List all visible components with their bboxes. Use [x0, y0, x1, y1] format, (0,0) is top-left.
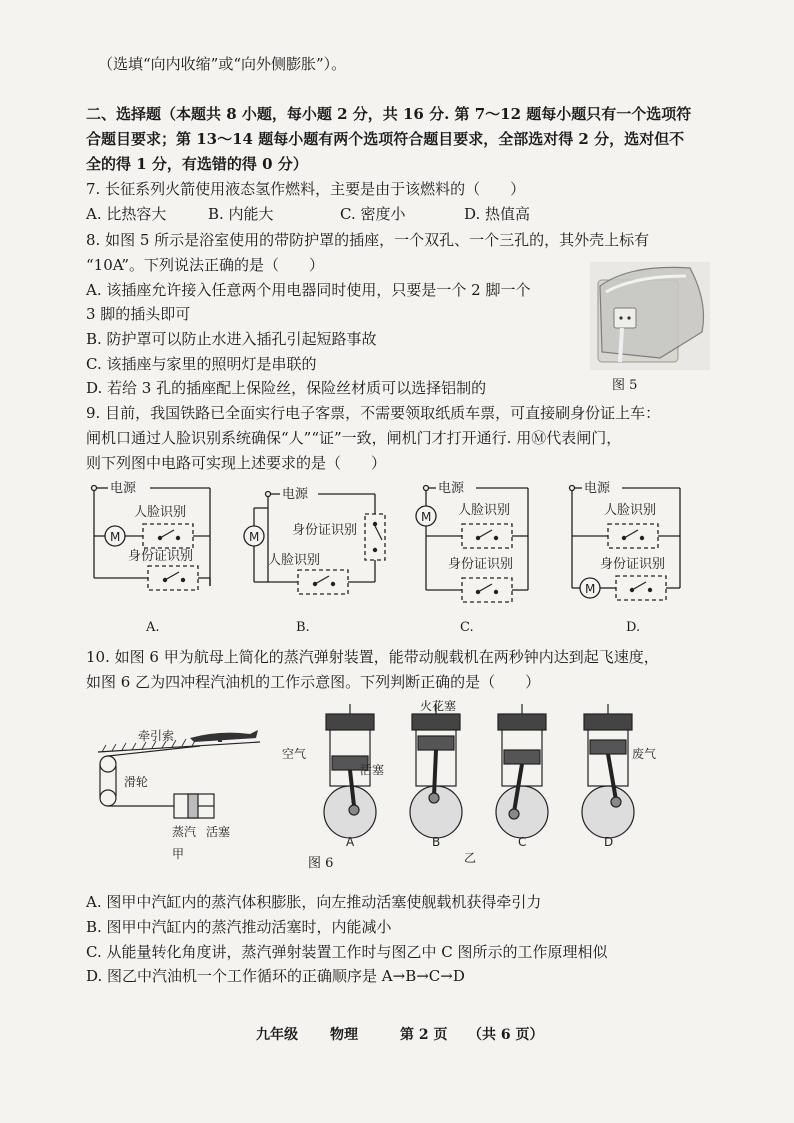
engine-stroke-d — [582, 704, 634, 838]
circuit-d-switch1-label: 人脸识别 — [604, 503, 657, 518]
circuit-b-label: B. — [296, 620, 310, 635]
circuit-c-switch2-label: 身份证识别 — [448, 557, 514, 572]
circuit-a-motor-icon: M — [110, 530, 121, 544]
circuit-c-switch1-label: 人脸识别 — [458, 503, 511, 518]
circuit-b-switch1-label: 身份证识别 — [292, 523, 358, 538]
catapult-steam-label: 蒸汽 — [172, 825, 197, 839]
engine-stroke-c-label: C — [518, 835, 527, 849]
figure-5-caption: 图 5 — [612, 378, 638, 393]
figure-6-yi-label: 乙 — [464, 851, 477, 865]
circuit-d-diagram — [560, 478, 710, 603]
circuit-b-motor-icon: M — [249, 530, 260, 544]
q10-stem-line1: 10. 如图 6 甲为航母上简化的蒸汽弹射装置，能带动舰载机在两秒钟内达到起飞速度， — [86, 648, 659, 666]
q7-option-b: B. 内能大 — [208, 205, 274, 223]
q8-stem-line2: “10A”。下列说法正确的是（ ） — [86, 256, 325, 274]
circuit-c-diagram — [404, 478, 544, 603]
q7-option-c: C. 密度小 — [340, 205, 406, 223]
section-heading-line2: 合题目要求；第 13～14 题每小题有两个选项符合题目要求，全部选对得 2 分，选对但不 — [86, 130, 685, 148]
q10-option-a: A. 图甲中汽缸内的蒸汽体积膨胀，向左推动活塞使舰载机获得牵引力 — [86, 893, 542, 911]
catapult-pulley-label: 滑轮 — [124, 775, 149, 789]
figure-6-caption: 图 6 — [308, 856, 334, 871]
circuit-d-motor-icon: M — [585, 582, 596, 596]
q10-option-c: C. 从能量转化角度讲，蒸汽弹射装置工作时与图乙中 C 图所示的工作原理相似 — [86, 943, 608, 961]
q10-option-d: D. 图乙中汽油机一个工作循环的正确顺序是 A→B→C→D — [86, 967, 465, 985]
engine-air-label: 空气 — [282, 747, 307, 761]
circuit-d-power-label: 电源 — [584, 481, 611, 496]
engine-stroke-d-label: D — [604, 835, 614, 849]
q9-stem-line2: 闸机口通过人脸识别系统确保“人”“证”一致，闸机门才打开通行. 用Ⓜ代表闸门， — [86, 429, 622, 447]
engine-stroke-c — [496, 704, 548, 838]
section-heading-line3: 全的得 1 分，有选错的得 0 分） — [86, 155, 308, 173]
footer-total-pages: （共 6 页） — [468, 1027, 544, 1043]
q9-stem-line1: 9. 目前，我国铁路已全面实行电子客票，不需要领取纸质车票，可直接刷身份证上车： — [86, 404, 661, 422]
circuit-c-motor-icon: M — [421, 510, 432, 524]
q8-option-a-line1: A. 该插座允许接入任意两个用电器同时使用，只要是一个 2 脚一个 — [86, 281, 531, 299]
circuit-a-power-label: 电源 — [110, 481, 137, 496]
engine-exhaust-label: 废气 — [632, 747, 657, 761]
q10-option-b: B. 图甲中汽缸内的蒸汽推动活塞时，内能减小 — [86, 918, 392, 936]
q8-option-d: D. 若给 3 孔的插座配上保险丝，保险丝材质可以选择铝制的 — [86, 379, 487, 397]
engine-stroke-b-label: B — [432, 835, 441, 849]
engine-stroke-a-label: A — [346, 835, 355, 849]
circuit-a-diagram — [88, 478, 228, 603]
section-heading-line1: 二、选择题（本题共 8 小题，每小题 2 分，共 16 分. 第 7～12 题每小题只有一个选项符 — [86, 105, 692, 123]
circuit-d-label: D. — [626, 620, 641, 635]
engine-stroke-b — [410, 704, 462, 838]
circuit-b-diagram — [240, 478, 390, 603]
q7-option-a: A. 比热容大 — [86, 205, 167, 223]
circuit-b-switch2-label: 人脸识别 — [268, 553, 321, 568]
footer-grade: 九年级 — [256, 1027, 298, 1043]
figure-6-yi-engine-strokes — [282, 700, 662, 865]
engine-spark-plug-label: 火花塞 — [420, 700, 457, 713]
q8-option-b: B. 防护罩可以防止水进入插孔引起短路事故 — [86, 330, 377, 348]
q9-stem-line3: 则下列图中电路可实现上述要求的是（ ） — [86, 454, 387, 472]
circuit-a-label: A. — [146, 620, 160, 635]
footer-page: 第 2 页 — [400, 1027, 448, 1043]
q8-stem-line1: 8. 如图 5 所示是浴室使用的带防护罩的插座，一个双孔、一个三孔的，其外壳上标有 — [86, 231, 650, 249]
figure-6-jia-label: 甲 — [172, 847, 185, 861]
circuit-d-switch2-label: 身份证识别 — [600, 557, 666, 572]
q8-option-a-line2: 3 脚的插头即可 — [86, 305, 191, 323]
catapult-piston-label: 活塞 — [206, 825, 231, 839]
figure-5-socket-photo — [590, 262, 710, 370]
q7-stem: 7. 长征系列火箭使用液态氢作燃料，主要是由于该燃料的（ ） — [86, 180, 526, 198]
circuit-c-label: C. — [460, 620, 474, 635]
q10-stem-line2: 如图 6 乙为四冲程汽油机的工作示意图。下列判断正确的是（ ） — [86, 673, 541, 691]
circuit-c-power-label: 电源 — [438, 481, 465, 496]
figure-6-jia-steam-catapult — [90, 712, 270, 862]
circuit-a-switch1-label: 人脸识别 — [134, 505, 187, 520]
catapult-rope-label: 牵引索 — [138, 729, 175, 743]
engine-piston-label: 活塞 — [360, 763, 385, 777]
circuit-a-switch2-label: 身份证识别 — [128, 549, 194, 564]
q8-option-c: C. 该插座与家里的照明灯是串联的 — [86, 355, 317, 373]
circuit-b-power-label: 电源 — [282, 487, 309, 502]
fill-hint-line: （选填“向内收缩”或“向外侧膨胀”）。 — [98, 55, 347, 73]
footer-subject: 物理 — [330, 1027, 358, 1043]
q7-option-d: D. 热值高 — [464, 205, 531, 223]
